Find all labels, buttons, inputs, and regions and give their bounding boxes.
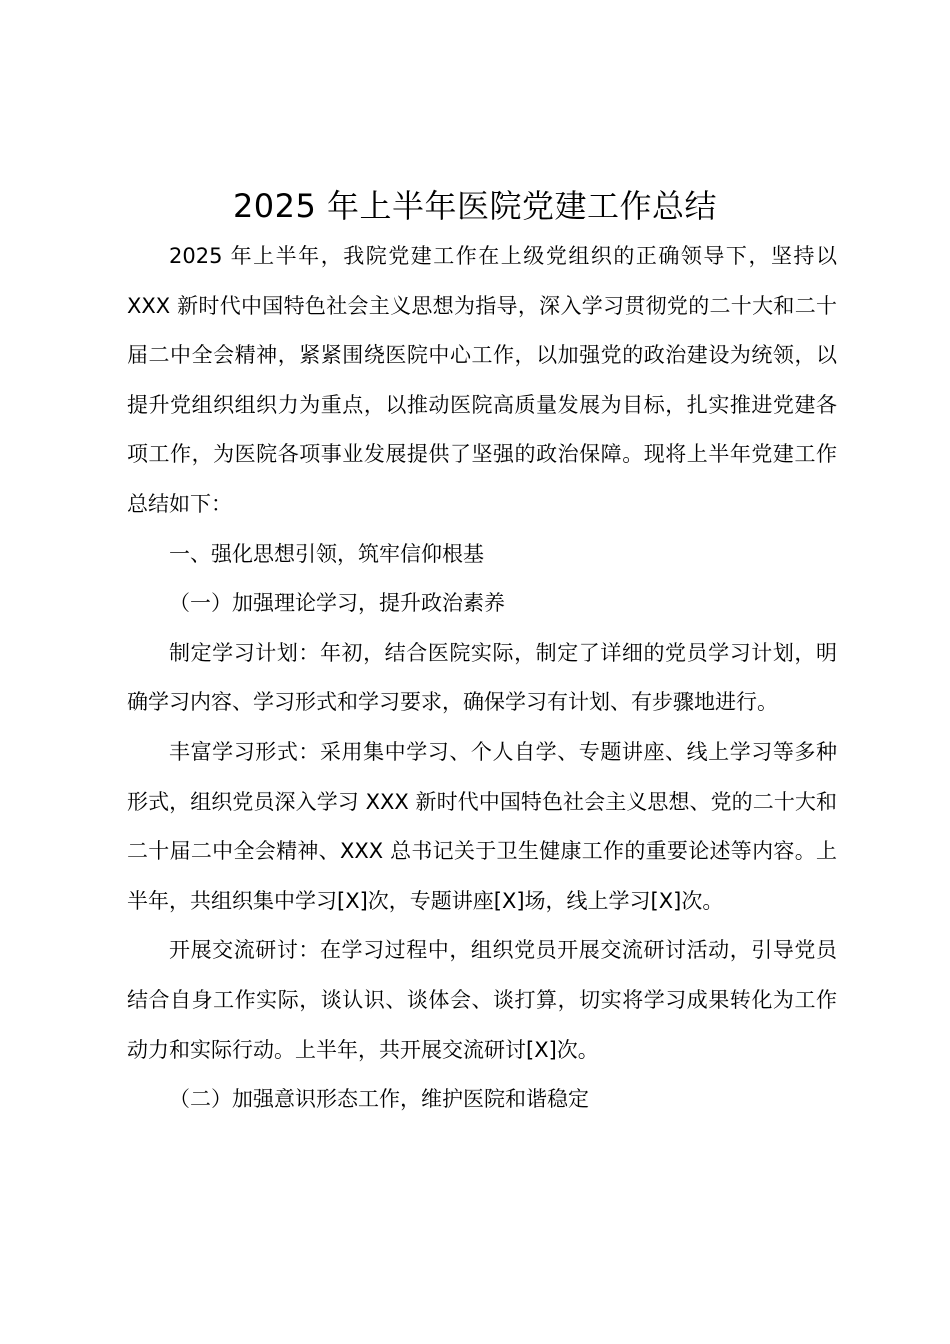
subsection-heading-2: （二）加强意识形态工作，维护医院和谐稳定: [169, 1087, 589, 1112]
body-paragraph-study-forms: 丰富学习形式：采用集中学习、个人自学、专题讲座、线上学习等多种形式，组织党员深入学习 XXX 新时代中国特色社会主义思想、党的二十大和二十届二中全会精神、XXX 总书记关于卫生健康工作的重要论述等内容。上半年，共组织集中学习[X]次，专题讲座[X]场，线上学习[X]次。: [127, 739, 837, 913]
intro-paragraph: 2025 年上半年，我院党建工作在上级党组织的正确领导下，坚持以 XXX 新时代中国特色社会主义思想为指导，深入学习贯彻党的二十大和二十届二中全会精神，紧紧围绕医院中心工作，以加强党的政治建设为统领，以提升党组织组织力为重点，以推动医院高质量发展为目标，扎实推进党建各项工作，为医院各项事业发展提供了坚强的政治保障。现将上半年党建工作总结如下：: [127, 244, 837, 516]
body-paragraph-discussion: 开展交流研讨：在学习过程中，组织党员开展交流研讨活动，引导党员结合自身工作实际，谈认识、谈体会、谈打算，切实将学习成果转化为工作动力和实际行动。上半年，共开展交流研讨[X]次。: [127, 938, 837, 1062]
section-heading-1: 一、强化思想引领，筑牢信仰根基: [169, 541, 484, 566]
document-body: [127, 232, 837, 1125]
body-paragraph-study-plan: 制定学习计划：年初，结合医院实际，制定了详细的党员学习计划，明确学习内容、学习形式和学习要求，确保学习有计划、有步骤地进行。: [127, 640, 837, 715]
subsection-heading-1: （一）加强理论学习，提升政治素养: [169, 591, 505, 616]
document-title: 2025 年上半年医院党建工作总结: [232, 187, 718, 225]
